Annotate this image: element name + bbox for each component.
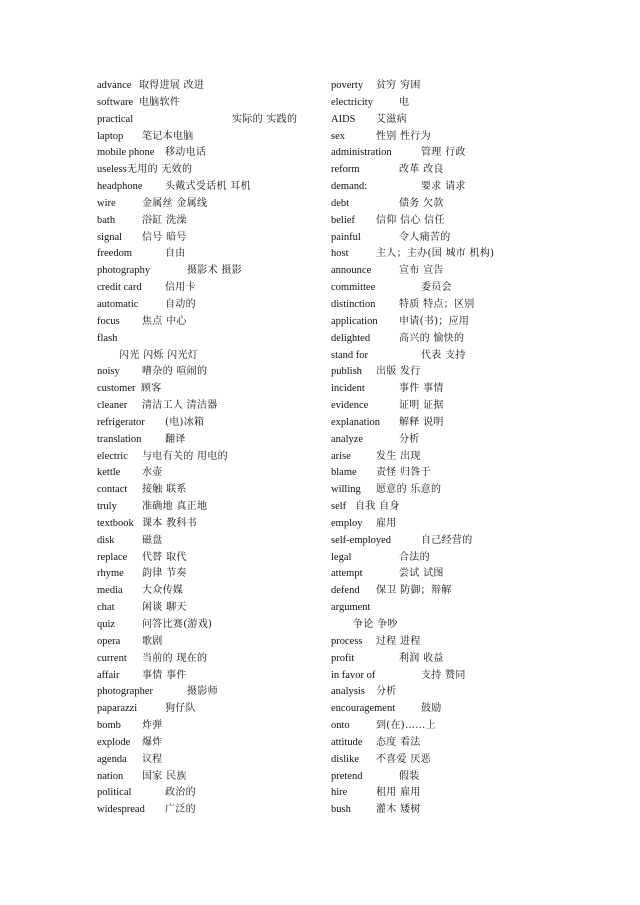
chinese-meaning: 嘈杂的 喧闹的: [142, 366, 208, 378]
right-column: [331, 78, 546, 819]
english-word: administration: [331, 147, 392, 159]
english-word: agenda: [97, 753, 127, 765]
english-word: self-employed: [331, 534, 392, 546]
chinese-meaning: 委员会: [421, 282, 452, 294]
english-word: affair: [97, 669, 120, 681]
chinese-meaning: 代替 取代: [142, 551, 187, 563]
vocab-row: [97, 263, 322, 280]
english-word: political: [97, 787, 132, 799]
chinese-meaning: 假装: [399, 770, 420, 782]
english-word: stand for: [331, 349, 369, 361]
english-word: encouragement: [331, 703, 396, 715]
vocab-row: [97, 78, 322, 95]
chinese-meaning: 特质 特点；区别: [399, 298, 475, 310]
chinese-meaning: 态度 看法: [376, 736, 421, 748]
vocab-row: [97, 398, 322, 415]
vocab-row: [331, 482, 546, 499]
chinese-meaning: 愿意的 乐意的: [376, 484, 442, 496]
vocab-row: [331, 516, 546, 533]
english-word: hire: [331, 787, 348, 799]
english-word: electric: [97, 450, 128, 462]
chinese-meaning: 无用的 无效的: [127, 164, 193, 176]
english-word: willing: [331, 484, 361, 496]
vocab-row: [97, 297, 322, 314]
vocab-row: [331, 95, 546, 112]
vocab-row: [331, 280, 546, 297]
vocab-row: [97, 95, 322, 112]
vocab-row: [97, 684, 322, 701]
chinese-meaning: 当前的 现在的: [142, 652, 208, 664]
chinese-meaning: 头戴式受话机 耳机: [165, 181, 251, 193]
chinese-meaning: 发生 出现: [376, 450, 421, 462]
english-word: debt: [331, 197, 350, 209]
chinese-meaning: 浴缸 洗澡: [142, 214, 187, 226]
english-word: self: [331, 501, 347, 513]
chinese-meaning: 解释 说明: [399, 416, 444, 428]
chinese-meaning: (电)冰箱: [165, 416, 205, 428]
chinese-meaning: 性别 性行为: [376, 130, 431, 142]
chinese-meaning: 翻译: [165, 433, 186, 445]
english-word: photographer: [97, 686, 153, 698]
english-word: flash: [97, 332, 118, 344]
chinese-meaning: 债务 欠款: [399, 197, 444, 209]
english-word: analysis: [331, 686, 365, 698]
english-word: photography: [97, 265, 151, 277]
vocab-row: [331, 432, 546, 449]
vocab-row: [97, 129, 322, 146]
vocab-row: [331, 162, 546, 179]
english-word: widespread: [97, 804, 145, 816]
chinese-meaning: 令人痛苦的: [399, 231, 451, 243]
english-word: application: [331, 315, 378, 327]
english-word: defend: [331, 585, 360, 597]
english-word: arise: [331, 450, 351, 462]
vocab-row: [97, 499, 322, 516]
chinese-meaning: 与电有关的 用电的: [142, 450, 228, 462]
english-word: software: [97, 96, 134, 108]
english-word: in favor of: [331, 669, 376, 681]
english-word: rhyme: [97, 568, 124, 580]
vocab-row: [97, 432, 322, 449]
english-word: onto: [331, 720, 350, 732]
english-word: media: [97, 585, 123, 597]
english-word: chat: [97, 602, 115, 614]
vocab-row: [97, 449, 322, 466]
vocab-row: [97, 415, 322, 432]
english-word: poverty: [331, 80, 364, 91]
vocab-row: [331, 348, 546, 365]
vocab-row: [97, 752, 322, 769]
english-word: explanation: [331, 416, 380, 428]
chinese-meaning: 狗仔队: [165, 703, 196, 715]
english-word: laptop: [97, 130, 124, 142]
chinese-meaning: 利润 收益: [399, 652, 444, 664]
vocab-row: [331, 246, 546, 263]
english-word: disk: [97, 534, 115, 546]
chinese-meaning: 主人；主办(国 城市 机构): [376, 248, 495, 260]
vocab-row: [97, 802, 322, 819]
vocab-row: [331, 78, 546, 95]
vocab-row: [97, 651, 322, 668]
vocab-row: [331, 634, 546, 651]
vocab-row: [97, 634, 322, 651]
vocab-row: [331, 145, 546, 162]
chinese-meaning: 自我 自身: [355, 501, 400, 513]
vocab-row: [331, 718, 546, 735]
chinese-meaning: 磁盘: [142, 534, 163, 546]
english-word: quiz: [97, 619, 116, 630]
chinese-meaning: 争论 争吵: [353, 619, 398, 630]
chinese-meaning: 信用卡: [165, 282, 196, 294]
vocab-row: [331, 364, 546, 381]
english-word: distinction: [331, 298, 376, 310]
vocab-row: [97, 482, 322, 499]
chinese-meaning: 代表 支持: [421, 349, 466, 361]
chinese-meaning: 焦点 中心: [142, 315, 187, 327]
vocab-row: [97, 785, 322, 802]
english-word: AIDS: [331, 113, 356, 125]
english-word: signal: [97, 231, 123, 243]
vocab-row: [331, 651, 546, 668]
vocab-row: [331, 752, 546, 769]
chinese-meaning: 尝试 试图: [399, 568, 444, 580]
vocab-row: [97, 583, 322, 600]
chinese-meaning: 准确地 真正地: [142, 501, 208, 513]
vocab-row: [331, 550, 546, 567]
vocab-row: [331, 533, 546, 550]
vocab-row: [331, 449, 546, 466]
english-word: legal: [331, 551, 352, 563]
english-word: freedom: [97, 248, 132, 260]
english-word: attitude: [331, 736, 363, 748]
english-word: mobile phone: [97, 147, 155, 159]
chinese-meaning: 改革 改良: [399, 164, 444, 176]
chinese-meaning: 自己经营的: [421, 534, 473, 546]
english-word: dislike: [331, 753, 359, 765]
vocab-row: [97, 701, 322, 718]
vocab-row: [97, 179, 322, 196]
vocab-row: [331, 314, 546, 331]
vocab-row: [331, 668, 546, 685]
english-word: contact: [97, 484, 128, 496]
chinese-meaning: 移动电话: [165, 147, 207, 159]
vocab-row: [331, 213, 546, 230]
english-word: cleaner: [97, 400, 128, 412]
chinese-meaning: 笔记本电脑: [142, 130, 194, 142]
chinese-meaning: 高兴的 愉快的: [399, 332, 465, 344]
vocab-row: [331, 179, 546, 196]
vocab-row: [331, 499, 546, 516]
english-word: current: [97, 652, 127, 664]
vocab-row: [97, 348, 322, 365]
english-word: opera: [97, 635, 121, 647]
english-word: evidence: [331, 400, 369, 412]
english-word: process: [331, 635, 363, 647]
chinese-meaning: 到(在)……上: [376, 720, 436, 732]
english-word: belief: [331, 214, 355, 226]
vocab-row: [97, 600, 322, 617]
vocab-row: [97, 145, 322, 162]
vocab-row: [97, 230, 322, 247]
chinese-meaning: 事情 事件: [142, 669, 187, 681]
chinese-meaning: 申请(书)；应用: [399, 315, 470, 327]
vocab-row: [331, 381, 546, 398]
chinese-meaning: 租用 雇用: [376, 787, 421, 799]
vocab-row: [97, 516, 322, 533]
vocab-row: [331, 331, 546, 348]
vocab-row: [331, 566, 546, 583]
english-word: employ: [331, 517, 363, 529]
english-word: incident: [331, 383, 365, 395]
vocab-row: [97, 465, 322, 482]
vocab-row: [331, 583, 546, 600]
chinese-meaning: 要求 请求: [421, 181, 466, 193]
vocab-row: [331, 129, 546, 146]
chinese-meaning: 电脑软件: [139, 96, 181, 108]
chinese-meaning: 水壶: [142, 467, 163, 479]
english-word: argument: [331, 602, 371, 614]
english-word: useless: [97, 164, 127, 176]
english-word: sex: [331, 130, 345, 142]
vocab-row: [97, 668, 322, 685]
english-word: automatic: [97, 298, 139, 310]
chinese-meaning: 闪光 闪烁 闪光灯: [119, 349, 199, 361]
chinese-meaning: 管理 行政: [421, 147, 466, 159]
chinese-meaning: 自动的: [165, 298, 196, 310]
chinese-meaning: 政治的: [165, 787, 196, 799]
english-word: bush: [331, 804, 351, 816]
chinese-meaning: 鼓励: [421, 703, 442, 715]
english-word: paparazzi: [97, 703, 138, 715]
english-word: wire: [97, 197, 116, 209]
chinese-meaning: 摄影术 摄影: [187, 265, 242, 277]
chinese-meaning: 责怪 归咎于: [376, 467, 431, 479]
english-word: attempt: [331, 568, 363, 580]
chinese-meaning: 贫穷 穷困: [376, 80, 421, 91]
vocab-row: [331, 297, 546, 314]
vocab-row: [331, 196, 546, 213]
english-word: host: [331, 248, 349, 260]
vocab-row: [97, 718, 322, 735]
chinese-meaning: 事件 事情: [399, 383, 444, 395]
chinese-meaning: 分析: [399, 433, 420, 445]
english-word: customer: [97, 383, 136, 395]
chinese-meaning: 摄影师: [187, 686, 218, 698]
english-word: practical: [97, 113, 134, 125]
chinese-meaning: 艾滋病: [376, 113, 407, 125]
english-word: bath: [97, 214, 116, 226]
english-word: refrigerator: [97, 416, 145, 428]
chinese-meaning: 信仰 信心 信任: [376, 214, 445, 226]
english-word: delighted: [331, 332, 371, 344]
english-word: blame: [331, 467, 357, 479]
chinese-meaning: 实际的 实践的: [232, 113, 298, 125]
english-word: noisy: [97, 366, 120, 378]
chinese-meaning: 问答比赛(游戏): [142, 619, 213, 630]
vocab-row: [331, 785, 546, 802]
english-word: credit card: [97, 282, 142, 294]
english-word: textbook: [97, 517, 134, 529]
chinese-meaning: 宣布 宣告: [399, 265, 444, 277]
vocab-row: [97, 196, 322, 213]
english-word: replace: [97, 551, 128, 563]
vocab-row: [97, 381, 322, 398]
vocab-row: [331, 735, 546, 752]
vocab-row: [97, 566, 322, 583]
vocab-row: [331, 465, 546, 482]
chinese-meaning: 不喜爱 厌恶: [376, 753, 431, 765]
english-word: kettle: [97, 467, 121, 479]
chinese-meaning: 自由: [165, 248, 186, 260]
vocab-row: [331, 701, 546, 718]
english-word: nation: [97, 770, 124, 782]
english-word: demand:: [331, 181, 368, 193]
chinese-meaning: 金属丝 金属线: [142, 197, 208, 209]
chinese-meaning: 国家 民族: [142, 770, 187, 782]
vocab-row: [97, 331, 322, 348]
chinese-meaning: 闲谈 聊天: [142, 602, 187, 614]
vocab-row: [331, 802, 546, 819]
english-word: advance: [97, 80, 132, 91]
chinese-meaning: 灌木 矮树: [376, 804, 421, 816]
vocab-row: [97, 280, 322, 297]
english-word: explode: [97, 736, 131, 748]
chinese-meaning: 雇用: [376, 517, 397, 529]
chinese-meaning: 大众传媒: [142, 585, 184, 597]
vocab-row: [97, 550, 322, 567]
chinese-meaning: 分析: [376, 686, 397, 698]
vocab-row: [97, 246, 322, 263]
vocab-row: [331, 263, 546, 280]
chinese-meaning: 证明 证据: [399, 400, 444, 412]
vocab-row: [97, 617, 322, 634]
chinese-meaning: 保卫 防御；辩解: [376, 585, 452, 597]
chinese-meaning: 信号 暗号: [142, 231, 187, 243]
vocab-row: [97, 735, 322, 752]
chinese-meaning: 清洁工人 清洁器: [142, 400, 218, 412]
vocab-row: [97, 769, 322, 786]
english-word: translation: [97, 433, 142, 445]
chinese-meaning: 合法的: [399, 551, 430, 563]
english-word: focus: [97, 315, 120, 327]
chinese-meaning: 课本 教科书: [142, 517, 197, 529]
english-word: painful: [331, 231, 361, 243]
chinese-meaning: 炸弹: [142, 720, 163, 732]
chinese-meaning: 接触 联系: [142, 484, 187, 496]
vocab-row: [331, 769, 546, 786]
chinese-meaning: 顾客: [141, 383, 162, 395]
vocab-row: [97, 314, 322, 331]
vocab-row: [331, 398, 546, 415]
vocab-row: [331, 600, 546, 617]
chinese-meaning: 取得进展 改进: [139, 80, 205, 91]
english-word: publish: [331, 366, 362, 378]
english-word: committee: [331, 282, 376, 294]
vocab-row: [331, 684, 546, 701]
vocab-row: [331, 230, 546, 247]
vocab-row: [97, 533, 322, 550]
vocab-row: [97, 213, 322, 230]
english-word: pretend: [331, 770, 363, 782]
vocab-row: [97, 364, 322, 381]
chinese-meaning: 韵律 节奏: [142, 568, 187, 580]
vocab-row: [331, 415, 546, 432]
english-word: analyze: [331, 433, 364, 445]
english-word: reform: [331, 164, 360, 176]
english-word: profit: [331, 652, 355, 664]
left-column: [97, 78, 322, 819]
chinese-meaning: 歌剧: [142, 635, 163, 647]
chinese-meaning: 出版 发行: [376, 366, 421, 378]
chinese-meaning: 过程 进程: [376, 635, 421, 647]
english-word: bomb: [97, 720, 121, 732]
chinese-meaning: 电: [399, 96, 410, 108]
vocab-row: [97, 162, 322, 179]
chinese-meaning: 广泛的: [165, 804, 196, 816]
vocab-row: [97, 112, 322, 129]
english-word: electricity: [331, 96, 373, 108]
chinese-meaning: 议程: [142, 753, 163, 765]
english-word: announce: [331, 265, 372, 277]
vocab-row: [331, 617, 546, 634]
chinese-meaning: 支持 赞同: [421, 669, 466, 681]
english-word: truly: [97, 501, 117, 513]
vocab-row: [331, 112, 546, 129]
chinese-meaning: 爆炸: [142, 736, 163, 748]
english-word: headphone: [97, 181, 143, 193]
